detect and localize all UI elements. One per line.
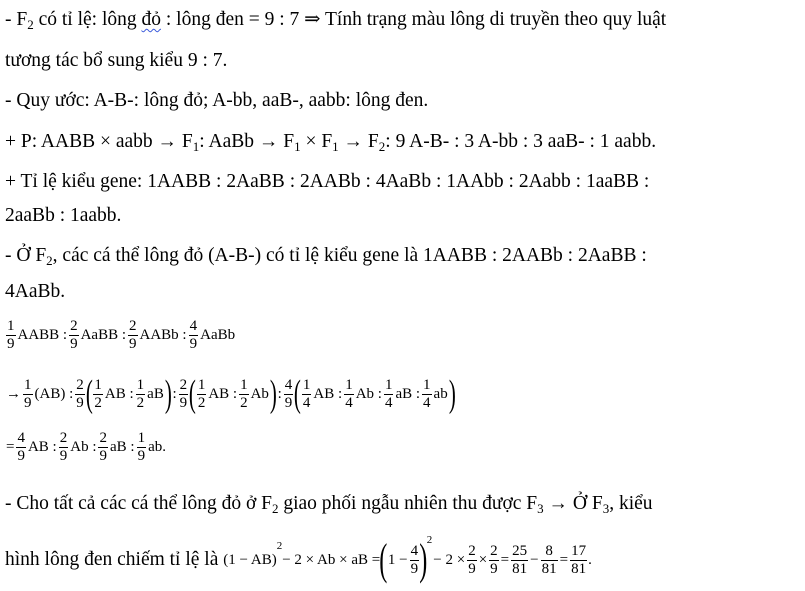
fraction: $\frac{17}{81}$ (571, 542, 587, 577)
text: + P: AABB × aabb → F (5, 131, 193, 152)
text: Ab : (70, 439, 97, 455)
fraction: $\frac{1}{4}$ (423, 376, 431, 411)
fraction: $\frac{1}{4}$ (384, 376, 393, 411)
fraction: $\frac{4}{9}$ (284, 376, 293, 411)
text: , các cá thể lông đỏ (A-B-) có tỉ lệ kiểu gene là 1AABB : 2AABb : 2AaBB : (52, 245, 647, 266)
fraction: $\frac{4}{9}$ (189, 318, 198, 352)
fraction: $\frac{8}{81}$ (541, 542, 557, 577)
text: aB : (109, 439, 135, 455)
text: AB : (27, 439, 57, 455)
text: . (588, 552, 592, 568)
fraction: $\frac{2}{9}$ (99, 430, 107, 464)
fraction: $\frac{2}{9}$ (129, 318, 137, 352)
fraction: $\frac{1}{9}$ (137, 430, 146, 464)
text: − 2 × Ab × aB = (282, 552, 381, 568)
text: : (277, 385, 282, 402)
text: = (500, 552, 510, 568)
text: có tỉ lệ: lông (33, 9, 142, 30)
text: 1 − (387, 552, 408, 568)
superscript: 2 (426, 534, 433, 546)
text: (1 − AB) (223, 552, 277, 568)
subscript: 2 (378, 139, 386, 154)
text-line-1 (5, 8, 795, 37)
text: + Tỉ lệ kiểu gene: 1AABB : 2AaBB : 2AABb : 4AaBb : 1AAbb : 2Aabb : 1aaBB : (5, 171, 650, 192)
text: : lông đen = 9 : 7 ⇒ Tính trạng màu lông di truyền theo quy luật (161, 9, 667, 30)
text: × (478, 552, 488, 568)
text: - F (5, 9, 28, 30)
fraction: $\frac{2}{9}$ (59, 430, 68, 464)
text: AaBB : (80, 327, 127, 343)
fraction: $\frac{2}{9}$ (179, 376, 188, 411)
text: ab (433, 385, 448, 402)
final-formula: (1 − AB) 2 − 2 × Ab × aB = ( 1 − $\frac{4}{9}$ ) 2 − 2 × $\frac{2}{9}$ × $\frac{2}{9}$ = $\frac{25}{81}$ − $\frac{8}{81}$ = $\frac{17}{81}$ . (223, 538, 592, 582)
text: , kiểu (609, 493, 653, 514)
subscript: 3 (537, 501, 544, 516)
fraction: $\frac{2}{9}$ (490, 542, 498, 577)
text: AABB : (17, 327, 68, 343)
text: Ab : (355, 385, 382, 402)
fraction: $\frac{1}{9}$ (24, 376, 32, 411)
text: AB : (104, 385, 134, 402)
subscript: 2 (46, 253, 53, 268)
subscript: 1 (192, 139, 200, 154)
text: : AaBb → F (199, 131, 295, 152)
text: AB : (313, 385, 343, 402)
fraction: $\frac{1}{2}$ (94, 376, 102, 411)
text: − 2 × (433, 552, 466, 568)
fraction: $\frac{25}{81}$ (512, 542, 528, 577)
text-line-13 (5, 534, 592, 584)
text: × F (300, 131, 333, 152)
fraction: $\frac{4}{9}$ (410, 542, 419, 577)
text-line-6: 2aaBb : 1aabb. (5, 205, 122, 226)
text: = (559, 552, 569, 568)
math-line-1 (5, 318, 236, 353)
text: : 9 A-B- : 3 A-bb : 3 aaB- : 1 aabb. (385, 131, 657, 152)
text: → F (338, 131, 379, 152)
text: ab. (148, 439, 166, 455)
fraction: $\frac{2}{9}$ (76, 376, 84, 411)
superscript: 2 (276, 540, 283, 552)
math-line-3 (5, 430, 167, 465)
text: - Ở F (5, 245, 47, 266)
math-line-2: → $\frac{1}{9}$ (AB) : $\frac{2}{9}$ ( $\frac{1}{2}$ AB : $\frac{1}{2}$ aB ) : $\frac{2}{9}$ ( $\frac{1}{2}$ AB : $\frac{1}{2}$ Ab ) : $\frac{4}{9}$ ( $\frac{1}{4}$ AB : $\frac{1}{4}$ Ab : $\frac{1}{4}$ aB : $\frac{1}{4}$ ab ) (6, 373, 456, 415)
subscript: 3 (602, 501, 610, 516)
text: = (6, 439, 15, 455)
text: aB : (395, 385, 421, 402)
subscript: 1 (294, 139, 301, 154)
text-line-5 (5, 170, 795, 194)
text: aB (147, 385, 164, 402)
text-line-2: tương tác bổ sung kiểu 9 : 7. (5, 50, 228, 71)
subscript: 1 (332, 139, 339, 154)
text: AaBb (200, 327, 236, 343)
fraction: $\frac{1}{2}$ (240, 376, 248, 411)
fraction: $\frac{1}{2}$ (136, 376, 145, 411)
text: − (530, 552, 539, 568)
fraction: $\frac{2}{9}$ (468, 542, 476, 577)
text: → Ở F (543, 493, 603, 514)
arrow: → (6, 385, 21, 402)
text-line-7 (5, 244, 795, 273)
text-line-8: 4AaBb. (5, 281, 66, 302)
fraction: $\frac{1}{2}$ (197, 376, 206, 411)
text-line-4 (5, 130, 656, 159)
text-line-3: - Quy ước: A-B-: lông đỏ; A-bb, aaB-, aabb: lông đen. (5, 90, 429, 111)
subscript: 2 (271, 501, 279, 516)
text: Ab (250, 385, 269, 402)
text-line-12 (5, 492, 795, 521)
fraction: $\frac{1}{4}$ (345, 376, 353, 411)
fraction: $\frac{1}{4}$ (302, 376, 311, 411)
text: AB : (208, 385, 238, 402)
fraction: $\frac{4}{9}$ (17, 430, 25, 464)
text: - Cho tất cả các cá thể lông đỏ ở F (5, 493, 272, 514)
fraction: $\frac{2}{9}$ (70, 318, 78, 352)
subscript: 2 (27, 17, 34, 32)
text: (AB) : (34, 385, 74, 402)
text: hình lông đen chiếm tỉ lệ là (5, 549, 219, 570)
text: : (172, 385, 177, 402)
text: AABb : (139, 327, 187, 343)
text: giao phối ngẫu nhiên thu được F (278, 493, 538, 514)
fraction: $\frac{1}{9}$ (7, 318, 15, 352)
spellcheck-word: đỏ (141, 9, 161, 30)
